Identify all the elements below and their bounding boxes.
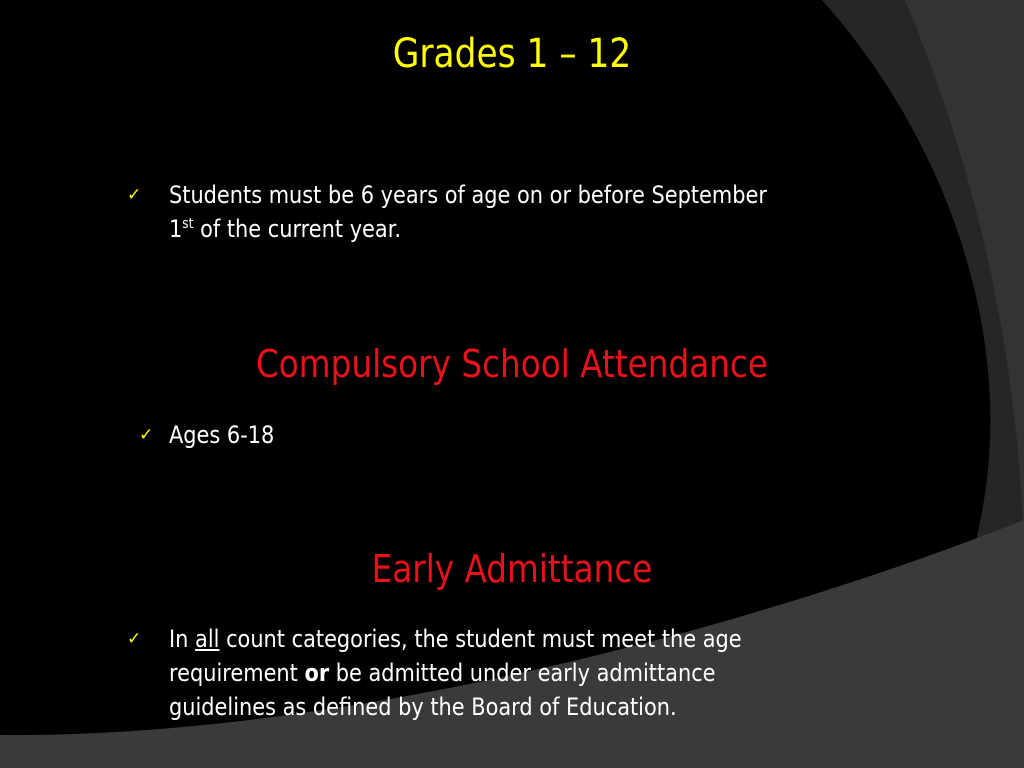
text-fragment: be admitted under early admittance <box>329 659 716 687</box>
ordinal-suffix: st <box>182 216 194 232</box>
section-heading-early-admittance: Early Admittance <box>371 547 653 591</box>
section-heading-compulsory-attendance: Compulsory School Attendance <box>255 342 769 386</box>
ordinal-number: 1 <box>169 215 183 243</box>
bullet-text-line-1: Students must be 6 years of age on or before September <box>169 181 767 209</box>
checkmark-icon: ✓ <box>127 629 142 649</box>
emphasis-underline: all <box>195 625 220 653</box>
slide-title: Grades 1 – 12 <box>392 31 632 77</box>
bullet-text-line-3: guidelines as defined by the Board of Education. <box>169 693 677 721</box>
text-fragment: requirement <box>169 659 305 687</box>
bullet-text-line-2-rest: of the current year. <box>193 215 402 243</box>
emphasis-bold: or <box>304 659 330 687</box>
checkmark-icon: ✓ <box>139 425 154 445</box>
bullet-text <box>169 178 865 246</box>
list-item-ages <box>139 418 439 454</box>
bullet-text: Ages 6-18 <box>169 421 275 449</box>
list-item-age-requirement <box>127 178 967 250</box>
bullet-text-line-2 <box>169 656 865 690</box>
text-fragment: count categories, the student must meet the age <box>219 625 742 653</box>
list-item-count-categories <box>127 622 967 728</box>
bullet-text <box>169 622 865 724</box>
checkmark-icon: ✓ <box>127 185 142 205</box>
text-fragment: In <box>169 625 196 653</box>
bullet-text-line-1 <box>169 622 865 656</box>
bullet-text-line-2 <box>169 212 865 246</box>
